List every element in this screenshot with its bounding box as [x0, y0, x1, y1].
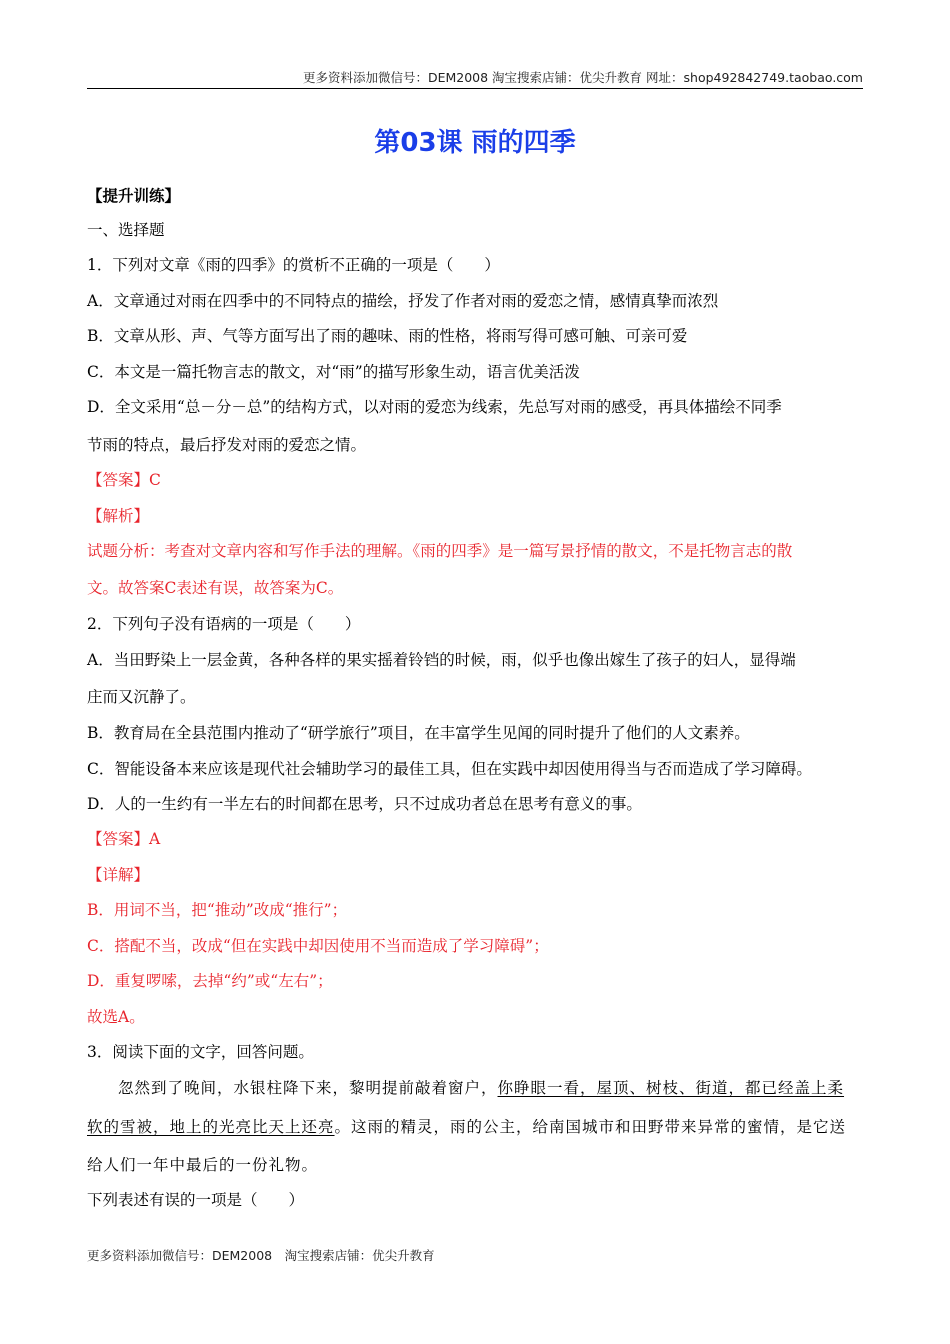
q1-option-b: B．文章从形、声、气等方面写出了雨的趣味、雨的性格，将雨写得可感可触、可亲可爱	[87, 327, 688, 345]
q1-analysis-line1: 试题分析：考查对文章内容和写作手法的理解。《雨的四季》是一篇写景抒情的散文，不是托物言志的散	[87, 542, 793, 560]
q1-answer	[87, 470, 161, 490]
q3-passage-line1	[118, 1078, 844, 1098]
q1-option-a: A．文章通过对雨在四季中的不同特点的描绘，抒发了作者对雨的爱恋之情，感情真挚而浓烈	[87, 292, 719, 310]
page-footer: 更多资料添加微信号：DEM2008 淘宝搜索店铺：优尖升教育	[87, 1248, 435, 1263]
q2-option-a-line1: A．当田野染上一层金黄，各种各样的果实摇着铃铛的时候，雨，似乎也像出嫁生了孩子的妇人，显得端	[87, 651, 796, 669]
q3-stem: 3．阅读下面的文字，回答问题。	[87, 1043, 314, 1061]
q2-option-a-line2: 庄而又沉静了。	[87, 688, 196, 706]
q2-detail-d: D．重复啰嗦，去掉“约”或“左右”；	[87, 972, 333, 990]
page-header: 更多资料添加微信号：DEM2008 淘宝搜索店铺：优尖升教育 网址：shop492842749.taobao.com	[302, 70, 863, 85]
q1-stem: 1．下列对文章《雨的四季》的赏析不正确的一项是（ ）	[87, 256, 500, 274]
q2-detail-b: B．用词不当，把“推动”改成“推行”；	[87, 901, 348, 919]
answer-value: C	[149, 471, 161, 489]
part-heading: 一、选择题	[87, 221, 165, 239]
q1-analysis-line2: 文。故答案C表述有误，故答案为C。	[87, 579, 344, 597]
answer-label: 【答案】	[87, 830, 150, 848]
q2-detail-label: 【详解】	[87, 866, 150, 884]
q2-option-b: B．教育局在全县范围内推动了“研学旅行”项目，在丰富学生见闻的同时提升了他们的人文素养。	[87, 724, 750, 742]
q1-option-c: C．本文是一篇托物言志的散文，对“雨”的描写形象生动，语言优美活泼	[87, 363, 580, 381]
q2-option-c: C．智能设备本来应该是现代社会辅助学习的最佳工具，但在实践中却因使用得当与否而造成了学习障碍。	[87, 760, 812, 778]
passage-text: 忽然到了晚间，水银柱降下来，黎明提前敲着窗户，	[118, 1079, 498, 1097]
header-divider	[87, 88, 863, 89]
q2-stem: 2．下列句子没有语病的一项是（ ）	[87, 615, 361, 633]
q2-answer	[87, 829, 160, 849]
passage-underlined-text: 你睁眼一看，屋顶、树枝、街道，都已经盖上柔	[497, 1079, 845, 1097]
q2-detail-c: C．搭配不当，改成“但在实践中却因使用不当而造成了学习障碍”；	[87, 937, 549, 955]
answer-value: A	[149, 830, 161, 848]
q1-option-d-line2: 节雨的特点，最后抒发对雨的爱恋之情。	[87, 436, 367, 454]
q2-conclusion: 故选A。	[87, 1008, 145, 1026]
q1-analysis-label: 【解析】	[87, 507, 150, 525]
answer-label: 【答案】	[87, 471, 150, 489]
q3-passage-line3: 给人们一年中最后的一份礼物。	[87, 1156, 319, 1174]
passage-text: 。这雨的精灵，雨的公主，给南国城市和田野带来异常的蜜情，是它送	[334, 1118, 847, 1136]
q3-question: 下列表述有误的一项是（ ）	[87, 1191, 305, 1209]
q3-passage-line2	[87, 1117, 846, 1137]
q1-option-d-line1: D．全文采用“总－分－总”的结构方式，以对雨的爱恋为线索，先总写对雨的感受，再具体描绘不同季	[87, 398, 782, 416]
q2-option-d: D．人的一生约有一半左右的时间都在思考，只不过成功者总在思考有意义的事。	[87, 795, 642, 813]
section-label: 【提升训练】	[87, 186, 181, 205]
passage-underlined-text: 软的雪被，地上的光亮比天上还亮	[87, 1118, 335, 1136]
lesson-title: 第03课 雨的四季	[374, 128, 576, 158]
